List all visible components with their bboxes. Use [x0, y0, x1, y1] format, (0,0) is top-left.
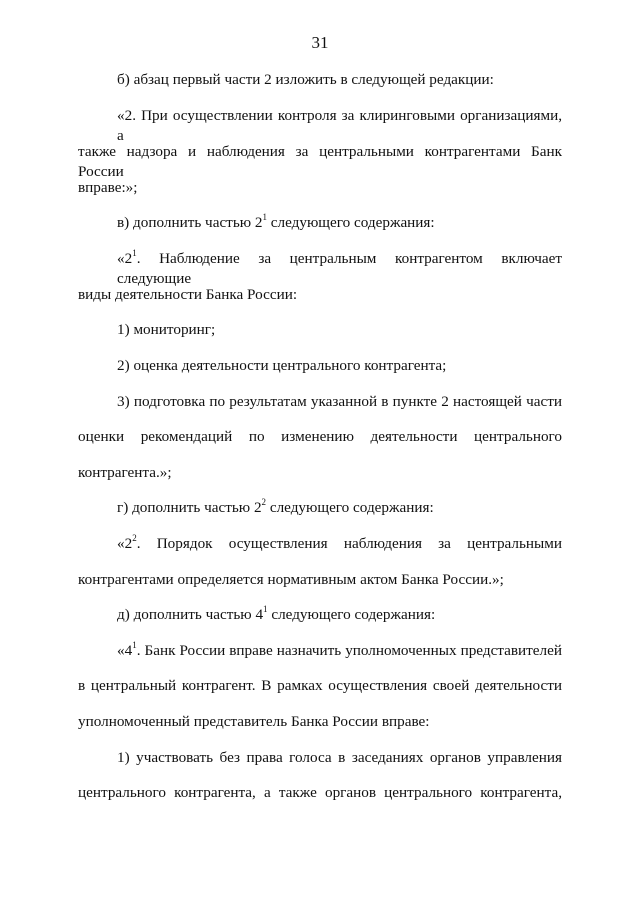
- paragraph-v-line-1: [117, 213, 562, 233]
- superscript: 2: [261, 496, 267, 507]
- quote-part-4-1-line-1: [117, 641, 562, 661]
- list-item-3-line-1: 3) подготовка по результатам указанной в пункте 2 настоящей части: [117, 393, 562, 410]
- superscript: 1: [263, 603, 268, 614]
- list-item-1: 1) мониторинг;: [117, 321, 216, 338]
- text-segment: . Банк России вправе назначить уполномоченных представителей: [136, 642, 562, 659]
- quote-part-2-line-3: вправе:»;: [78, 179, 138, 196]
- text-segment: д) дополнить частью 4: [117, 606, 264, 623]
- text-segment: следующего содержания:: [267, 606, 436, 623]
- text-segment: «2: [117, 250, 133, 267]
- superscript: 1: [132, 639, 137, 650]
- list-item-3-line-3: контрагента.»;: [78, 464, 172, 481]
- superscript: 1: [132, 247, 137, 258]
- superscript: 1: [262, 211, 267, 222]
- text-segment: в) дополнить частью 2: [117, 214, 263, 231]
- quote-part-2-1-line-1: [117, 249, 562, 289]
- text-segment: г) дополнить частью 2: [117, 499, 262, 516]
- quote-part-2-2-line-2: контрагентами определяется нормативным актом Банка России.»;: [78, 571, 504, 588]
- paragraph-d-line-1: [117, 605, 562, 625]
- list-item-3-line-2: оценки рекомендаций по изменению деятельности центрального: [78, 428, 562, 445]
- rights-item-1-line-1: 1) участвовать без права голоса в заседаниях органов управления: [117, 749, 562, 766]
- rights-item-1-line-2: центрального контрагента, а также органов центрального контрагента,: [78, 784, 562, 801]
- text-segment: . Порядок осуществления наблюдения за центральными: [136, 535, 562, 552]
- quote-part-4-1-line-3: уполномоченный представитель Банка России вправе:: [78, 713, 430, 730]
- quote-part-2-line-1: «2. При осуществлении контроля за клиринговыми организациями, а: [117, 107, 562, 144]
- text-segment: следующего содержания:: [266, 214, 435, 231]
- quote-part-2-1-line-2: виды деятельности Банка России:: [78, 286, 298, 303]
- page-number: 31: [311, 33, 329, 52]
- quote-part-2-2-line-1: [117, 534, 562, 554]
- text-segment: «4: [117, 642, 133, 659]
- quote-part-2-line-2: также надзора и наблюдения за центральными контрагентами Банк России: [78, 143, 562, 180]
- text-segment: . Наблюдение за центральным контрагентом включает следующие: [117, 250, 562, 287]
- quote-part-4-1-line-2: в центральный контрагент. В рамках осуществления своей деятельности: [78, 677, 562, 694]
- superscript: 2: [132, 532, 137, 543]
- list-item-2: 2) оценка деятельности центрального контрагента;: [117, 357, 447, 374]
- text-segment: «2: [117, 535, 133, 552]
- text-segment: следующего содержания:: [266, 499, 434, 516]
- paragraph-b-line-1: б) абзац первый части 2 изложить в следующей редакции:: [117, 71, 494, 88]
- paragraph-g-line-1: [117, 498, 562, 518]
